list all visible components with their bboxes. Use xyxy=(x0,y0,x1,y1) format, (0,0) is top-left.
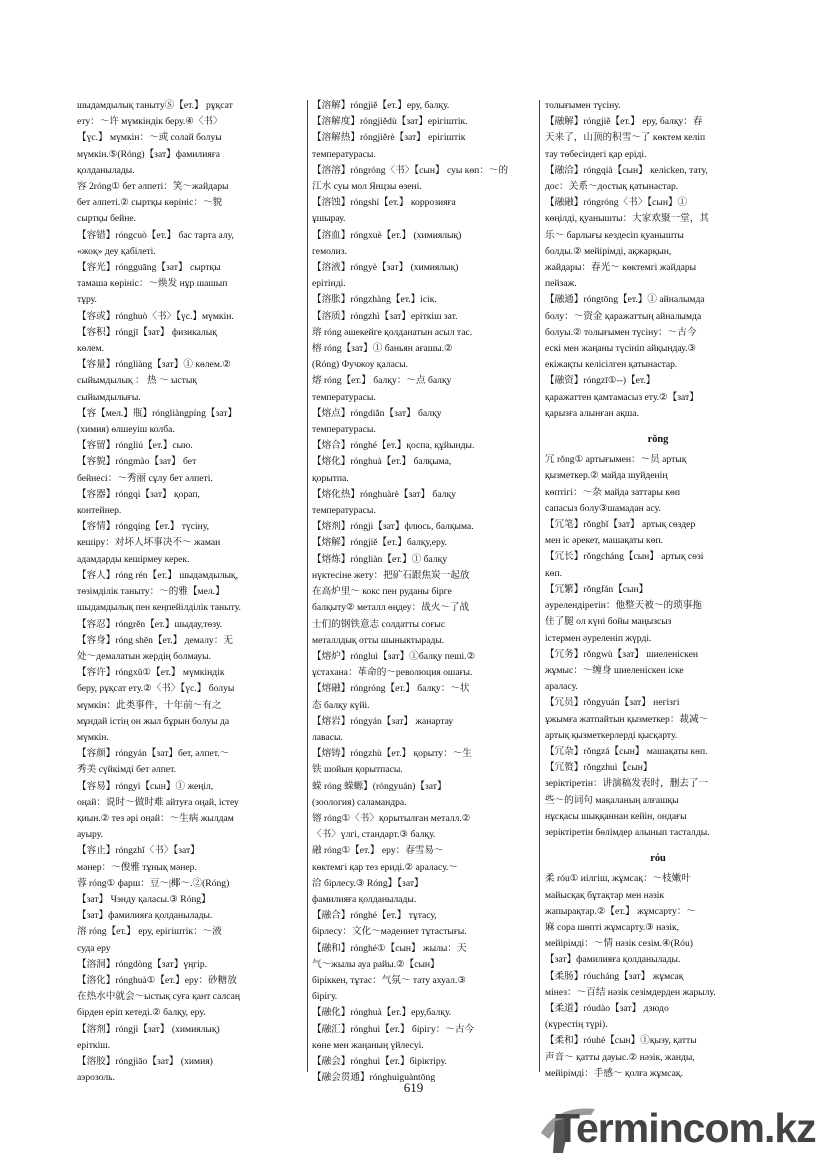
entry-line: 【熔化热】rónghuàrè【зат】 балқу xyxy=(312,488,456,500)
entry-line: 融 róng①【ет.】 еру：春雪易～ xyxy=(312,845,444,857)
column-divider xyxy=(307,100,308,1072)
entry-line: көктемгі қар тез ериді.② араласу.～ xyxy=(312,861,458,873)
entry-line: болды.② мейірімді, ақжарқын, xyxy=(545,245,672,257)
entry-line: (Róng) Фучжоу қаласы. xyxy=(312,359,408,371)
entry-line: болуы.② толығымен түсіну：～古今 xyxy=(545,326,697,338)
entry-line: шыдамдылық танытуⓈ【ет.】 рұқсат xyxy=(77,100,233,111)
entry-line: жұмыс：～缠身 шиеленіскен іске xyxy=(545,664,684,676)
entry-line: 【冗长】rǒngcháng【сын】 артық сөзі xyxy=(545,551,704,563)
entry-line: біріккен, тұтас：气氛～ тату ахуал.③ xyxy=(312,974,466,986)
entry-line: мейірімді：～情 нәзік сезім.④(Róu) xyxy=(545,938,693,950)
entry-line: 熔 róng【ет.】 балқу：～点 балқу xyxy=(312,375,452,387)
entry-line: 【冗繁】rǒngfán【сын】 xyxy=(545,583,649,595)
entry-line: 【зат】фамилияға қолданылады. xyxy=(77,910,213,922)
entry-line: 【溶化】rónghuà①【ет.】еру：砂糖放 xyxy=(77,974,237,986)
entry-line: 【容许】róngxǔ①【ет.】 мүмкіндік xyxy=(77,667,225,679)
entry-line: араласу. xyxy=(545,681,578,693)
entry-line: болу：～资金 қаражаттың айналымда xyxy=(545,310,702,322)
entry-line: температурасы. xyxy=(312,148,376,160)
entry-line: еріткіш. xyxy=(77,1039,111,1051)
entry-line: ұшырау. xyxy=(312,213,346,225)
entry-line: 【熔化】rónghuà【ет.】 балқыма, xyxy=(312,456,452,468)
entry-line: 【柔道】róudào【зат】 дзюдо xyxy=(545,1002,669,1014)
entry-line: бірігу. xyxy=(312,991,338,1003)
entry-line: қаражаттен қамтамасыз ету.②【зат】 xyxy=(545,391,699,403)
entry-line: 【容量】róngliàng【зат】① көлем.② xyxy=(77,359,231,371)
entry-line: 【容留】róngliú【ет.】сыю. xyxy=(77,440,193,452)
entry-line: 【熔融】róngróng【ет.】 балқу：～状 xyxy=(312,683,470,695)
entry-line: майысқақ бұтақтар мен нәзік xyxy=(545,889,665,901)
entry-line: 【容错】róngcuò【ет.】 бас тарта алу, xyxy=(77,229,234,241)
entry-line: сыртқы бейне. xyxy=(77,213,137,225)
entry-line: 【溶胶】róngjiāo【зат】 (химия) xyxy=(77,1055,213,1067)
entry-line: нұсқасы шыққаннан кейін, ондағы xyxy=(545,810,687,822)
entry-line: артық қызметкерлерді қысқарту. xyxy=(545,729,678,741)
entry-line: 乐～ барлығы кездесіп қуанышты xyxy=(545,229,684,241)
entry-line: 【容止】róngzhǐ〈书〉【зат】 xyxy=(77,845,200,857)
section-heading: rǒng xyxy=(647,434,669,446)
entry-line: 【容或】rónghuò〈书〉【үс.】мүмкін. xyxy=(77,310,234,322)
entry-line: 【融会】rónghuì【ет.】біріктіру. xyxy=(312,1055,447,1067)
entry-line: (күрестің түрі). xyxy=(545,1019,608,1031)
entry-line: көп. xyxy=(545,567,562,579)
entry-line: бірлесу：文化～мәдениет тұтастығы. xyxy=(312,926,467,938)
entry-line: 容 2róng① бет әлпеті：笑～жайдары xyxy=(77,181,229,193)
entry-line: бет әлпеті.② сыртқы көрініс：～貌 xyxy=(77,197,223,209)
entry-line: тұру. xyxy=(77,294,97,306)
section-heading: róu xyxy=(650,853,666,865)
entry-line: 【融融】róngróng〈书〉【сын】① xyxy=(545,197,688,209)
entry-line: сапасыз болу③шамадан асу. xyxy=(545,502,661,514)
entry-line: жапырақтар.②【ет.】 жұмсарту：～ xyxy=(545,905,696,917)
entry-line: температурасы. xyxy=(312,505,376,517)
entry-line: беру, рұқсат ету.②〈书〉【үс.】 болуы xyxy=(77,683,235,695)
entry-line: 天来了，山顶的积雪～了 көктем келіп xyxy=(545,132,706,144)
entry-line: 士们的钢铁意志 солдатты соғыс xyxy=(312,618,446,630)
entry-line: қызметкер.② майда шуйденің xyxy=(545,470,668,482)
entry-line: қорытпа. xyxy=(312,472,349,484)
entry-line: мінез：～百结 нәзік сезімдерден жарылу. xyxy=(545,986,716,998)
entry-line: адамдарды кешірмеу керек. xyxy=(77,553,190,565)
entry-line: 【үс.】 мүмкін：～或 солай болуы xyxy=(77,132,222,144)
entry-line: 【зат】фамилияға қолданылады. xyxy=(545,954,681,966)
entry-line: көптігі：～杂 майда заттары көп xyxy=(545,486,680,498)
entry-line: зеріктіретін бөлімдер алынып тасталды. xyxy=(545,826,710,838)
entry-line: 【融汇】rónghuì【ет.】 бірігу：～古今 xyxy=(312,1023,475,1035)
entry-line: 【熔剂】róngjì【зат】флюсь, балқыма. xyxy=(312,521,474,533)
column-divider xyxy=(539,100,540,1072)
entry-line: 【柔和】róuhé【сын】①қызу, қатты xyxy=(545,1035,697,1047)
entry-line: температурасы. xyxy=(312,424,376,436)
entry-line: көңілді, қуанышты：大家欢聚一堂，其 xyxy=(545,213,709,225)
entry-line: (зоология) саламандра. xyxy=(312,796,407,808)
entry-line: істермен әуреленіп жүрді. xyxy=(545,632,652,644)
entry-line: 【容情】róngqíng【ет.】 түсіну, xyxy=(77,521,210,533)
entry-line: мәнер：～俊雅 тұнық мәнер. xyxy=(77,861,197,873)
entry-line: мейірімді：手感～ қолға жұмсақ. xyxy=(545,1067,683,1079)
entry-line: 【溶血】róngxuè【ет.】 (химиялық) xyxy=(312,229,462,241)
entry-line: көлем. xyxy=(77,343,104,355)
entry-line: 冗 rǒng① артығымен：～员 артық xyxy=(545,454,687,466)
entry-line: қарызға алынған ақша. xyxy=(545,407,639,419)
entry-line: фамилияға қолданылады. xyxy=(312,893,417,905)
entry-line: мен іс әрекет, машақаты көп. xyxy=(545,535,664,547)
entry-line: (химия) өлшеуіш колба. xyxy=(77,424,175,436)
entry-line: 【容貌】róngmào【зат】 бет xyxy=(77,456,197,468)
entry-line: 江水 суы мол Янцзы өзені. xyxy=(312,181,422,193)
entry-line: дос：关系～достық қатынастар. xyxy=(545,181,679,193)
entry-line: мүмкін.⑤(Róng)【зат】фамилияға xyxy=(77,148,220,160)
entry-line: 【容积】róngjī【зат】 физикалық xyxy=(77,326,217,338)
entry-line: 【熔解】róngjiě【ет.】балқу,еру. xyxy=(312,537,447,549)
entry-line: ұжымға жатпайтын қызметкер：裁减～ xyxy=(545,713,709,725)
entry-line: 麻 сора шөпті жұмсарту.③ нәзік, xyxy=(545,921,680,933)
entry-line: 处～демалатын жердің болмауы. xyxy=(77,650,211,662)
entry-line: 【溶解热】róngjiěrè【зат】 ерігіштік xyxy=(312,132,466,144)
entry-line: зеріктіретін：讲演稿发表时，删去了一 xyxy=(545,778,709,790)
entry-line: температурасы. xyxy=(312,391,376,403)
entry-line: қиын.② тез әрі оңай：～生病 жылдам xyxy=(77,812,234,824)
entry-line: ескі мен жаңаны түсініп айқындау.③ xyxy=(545,343,696,355)
entry-line: тау төбесіндегі қар еріді. xyxy=(545,148,647,160)
entry-line: 【溶胀】róngzhàng【ет.】ісік. xyxy=(312,294,437,306)
entry-line: 态 балқу күйі. xyxy=(312,699,370,711)
entry-line: 【容颜】róngyán【зат】бет, әлпет.～ xyxy=(77,748,230,760)
entry-line: жайдары：春光～ көктемгі жайдары xyxy=(545,262,697,274)
entry-line: 【зат】 Чэнду қаласы.③ Róng】 xyxy=(77,893,211,905)
entry-line: төзімділік таныту：～的雅【мел.】 xyxy=(77,586,225,598)
entry-line: аэрозоль. xyxy=(77,1072,115,1084)
entry-line: 【融洽】róngqià【сын】 келісken, тату, xyxy=(545,164,708,176)
dictionary-column-1 xyxy=(77,98,303,1084)
entry-line: 【溶剂】róngjì【зат】 (химиялық) xyxy=(77,1023,220,1035)
entry-line: 【溶洞】róngdòng【зат】үңгір. xyxy=(77,958,208,970)
entry-line: 【熔合】rónghé【ет.】қоспа, құйынды. xyxy=(312,440,475,452)
entry-line: қолданылады. xyxy=(77,164,135,176)
entry-line: 【溶液】róngyè【зат】 (химиялық) xyxy=(312,262,459,274)
entry-line: 在热水中就会～ыстық суға қант салсаң xyxy=(77,991,240,1003)
entry-line: кешіру：对坏人坏事决不～ жаман xyxy=(77,537,221,549)
dictionary-column-3 xyxy=(545,98,771,1079)
entry-line: 【容器】róngqì【зат】 қорап, xyxy=(77,488,200,500)
entry-line: 【冗笔】rǒngbǐ【зат】 артық сөздер xyxy=(545,519,696,531)
entry-line: 在高炉里～ кокс пен руданы бірге xyxy=(312,586,452,598)
entry-line: 【溶解】róngjiě【ет.】еру, балқу. xyxy=(312,100,450,111)
entry-line: лавасы. xyxy=(312,731,343,743)
entry-line: «жоқ» деу қабілеті. xyxy=(77,245,156,257)
entry-line: пейзаж. xyxy=(545,278,577,290)
logo-text: Termincom.kz xyxy=(555,1105,816,1151)
entry-line: контейнер. xyxy=(77,505,122,517)
entry-line: 【容易】róngyì【сын】① жеңіл, xyxy=(77,780,214,792)
entry-line: тамаша көрініс：～焕发 нұр шашып xyxy=(77,278,228,290)
entry-line: 【冗赘】rǒngzhuì【сын】 xyxy=(545,762,653,774)
entry-line: көне мен жаңаның үйлесуі. xyxy=(312,1039,424,1051)
entry-line: 些～的词句 мақаланың алғашқы xyxy=(545,794,679,806)
entry-line: 镕 róng①〈书〉қорытылған металл.② xyxy=(312,812,471,824)
entry-line: 【容光】róngguāng【зат】 сыртқы xyxy=(77,262,221,274)
entry-line: сыйымдылығы. xyxy=(77,391,141,403)
entry-line: 【溶质】róngzhì【зат】еріткіш зат. xyxy=(312,310,458,322)
entry-line: 【容身】róng shēn【ет.】 демалу：无 xyxy=(77,634,233,646)
entry-line: шыдамдылық пен кеңпейілділік таныту. xyxy=(77,602,241,614)
entry-line: 声音～ қатты дауыс.② нәзік, жанды, xyxy=(545,1051,695,1063)
entry-line: 【熔铸】róngzhù【ет.】 қорыту：～生 xyxy=(312,748,472,760)
entry-line: мүмкін：此类事件，十年前～有之 xyxy=(77,699,222,711)
entry-line: ұстахана：革命的～революция ошағы. xyxy=(312,667,473,679)
entry-line: 【融资】róngzī①--)【ет.】 xyxy=(545,375,656,387)
entry-line: 榕 róng【зат】① баньян ағашы.② xyxy=(312,343,453,355)
entry-line: металлдық отты шыныктырады. xyxy=(312,634,445,646)
entry-line: сыйымдылық ： 热 ～ ыстық xyxy=(77,375,197,387)
entry-line: мұндай істің он жыл бұрын болуы да xyxy=(77,715,230,727)
entry-line: 【冗杂】rǒngzá【сын】 машақаты көп. xyxy=(545,745,708,757)
entry-line: оңай：说时～做时难 айтуға оңай, істеу xyxy=(77,796,239,808)
entry-line: балқыту② металл өңдеу：战火～了战 xyxy=(312,602,470,614)
page-number: 619 xyxy=(403,1080,424,1095)
entry-line: 柔 róu① иілгіш, жұмсақ：～枝嫩叶 xyxy=(545,873,691,885)
entry-line: ауыру. xyxy=(77,829,103,841)
entry-line: 秀美 сүйкімді бет әлпет. xyxy=(77,764,177,776)
entry-line: 【熔炼】róngliàn【ет.】① балқу xyxy=(312,553,448,565)
entry-line: 【冗务】rǒngwù【зат】 шиеленіскен xyxy=(545,648,698,660)
entry-line: 瑢 róng әшекейге қолданатын асыл тас. xyxy=(312,326,473,338)
entry-line: нүктесіне жету：把矿石跟焦炭一起放 xyxy=(312,569,470,581)
entry-line: 住了腿 ол күні бойы маңызсыз xyxy=(545,616,672,628)
dictionary-column-2 xyxy=(312,98,538,1084)
entry-line: 【融合】rónghé【ет.】 тұтасу, xyxy=(312,910,437,922)
entry-line: 【柔肠】róucháng【зат】 жұмсақ xyxy=(545,970,684,982)
entry-line: 铁 шойын қорытпасы. xyxy=(312,764,403,776)
entry-line: 【容【мел.】瓶】róngliàngpíng【зат】 xyxy=(77,407,238,419)
entry-line: 【熔点】róngdiǎn【зат】 балқу xyxy=(312,407,442,419)
entry-line: 洽 бірлесу.③ Róng】【зат】 xyxy=(312,877,424,889)
entry-line: 【融和】rónghé①【сын】 жылы：天 xyxy=(312,942,467,954)
entry-line: бірден еріп кетеді.② балқу, еру. xyxy=(77,1007,206,1019)
entry-line: 【溶溶】róngróng〈书〉【сын】 суы көп：～的 xyxy=(312,164,509,176)
entry-line: 蓉 róng① фарш：豆～|椰～.②(Róng) xyxy=(77,877,230,889)
entry-line: 【熔炉】róngluì【зат】①балқу пеші.② xyxy=(312,650,476,662)
entry-line: ету：～许 мүмкіндік беру.④〈书〉 xyxy=(77,116,223,128)
entry-line: екіжақты келісілген қатынастар. xyxy=(545,359,678,371)
entry-line: ерітінді. xyxy=(312,278,346,290)
entry-line: 【融化】rónghuà【ет.】еру,балқу. xyxy=(312,1007,452,1019)
entry-line: әурелендіретін：他整天被～的琐事拖 xyxy=(545,600,702,612)
site-logo xyxy=(537,1103,816,1155)
entry-line: 【容忍】róngrěn【ет.】шыдау,төзу. xyxy=(77,618,223,630)
entry-line: 【熔岩】róngyán【зат】 жанартау xyxy=(312,715,454,727)
entry-line: 溶 róng【ет.】 еру, ерігіштік：～液 xyxy=(77,926,222,938)
entry-line: 【融会贯通】rónghuìguàntōng xyxy=(312,1072,436,1084)
entry-line: 气～жылы ауа райы.②【сын】 xyxy=(312,958,440,970)
entry-line: судa еру xyxy=(77,942,111,954)
entry-line: толығымен түсіну. xyxy=(545,100,621,111)
entry-line: гемолиз. xyxy=(312,245,347,257)
entry-line: 【融通】róngtōng【ет.】① айналымда xyxy=(545,294,705,306)
entry-line: мүмкін. xyxy=(77,731,109,743)
entry-line: 【冗员】rǒngyuán【зат】 негізгі xyxy=(545,697,680,709)
entry-line: 【容人】róng rén【ет.】 шыдамдылық, xyxy=(77,569,238,581)
entry-line: 【溶解度】róngjiědù【зат】ерігіштік. xyxy=(312,116,468,128)
entry-line: 〈书〉үлгі, стандарт.③ балқу. xyxy=(312,829,436,841)
entry-line: бейнесі：～秀丽 сұлу бет әлпеті. xyxy=(77,472,213,484)
entry-line: 【溶蚀】róngshí【ет.】 коррозияға xyxy=(312,197,456,209)
entry-line: 蝾 róng 蝾螈】(róngyuán)【зат】 xyxy=(312,780,447,792)
entry-line: 【融解】róngjiě【ет.】 еру, балқу：春 xyxy=(545,116,703,128)
